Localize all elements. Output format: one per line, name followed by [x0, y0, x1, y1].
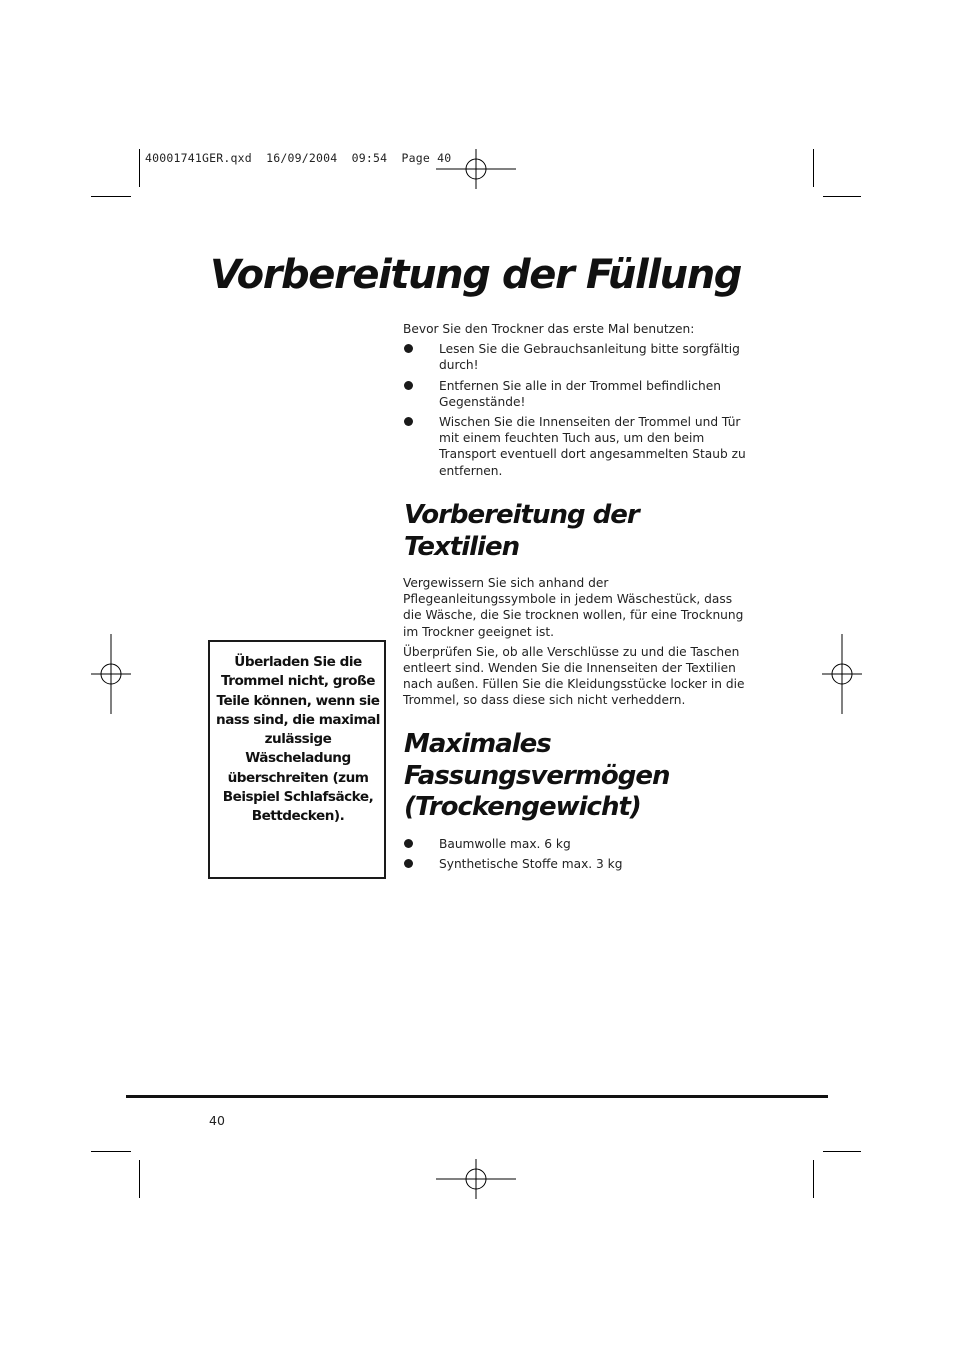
- list-item-text: Entfernen Sie alle in der Trommel befindlichen Gegenstände!: [439, 378, 721, 409]
- list-item: [403, 341, 748, 373]
- bullet-icon: [404, 859, 413, 868]
- capacity-list: [403, 836, 748, 872]
- warning-text: Überladen Sie die Trommel nicht, große Teile können, wenn sie nass sind, die maximal zulässige Wäscheladung überschreiten (zum Beispiel Schlafsäcke, Bettdecken).: [216, 654, 380, 825]
- registration-mark-bottom: [436, 1159, 516, 1199]
- section-heading-textiles: Vorbereitung der Textilien: [404, 500, 639, 562]
- crop-mark: [813, 1160, 814, 1198]
- footer-rule: [126, 1095, 828, 1098]
- page-title: Vorbereitung der Füllung: [210, 252, 742, 298]
- registration-mark-right: [822, 634, 862, 714]
- crop-mark: [823, 1151, 861, 1152]
- list-item: [403, 414, 748, 479]
- list-item: [403, 856, 748, 872]
- bullet-icon: [404, 839, 413, 848]
- intro-lead: Bevor Sie den Trockner das erste Mal benutzen:: [403, 322, 695, 336]
- crop-mark: [139, 1160, 140, 1198]
- crop-mark: [91, 196, 131, 197]
- bullet-icon: [404, 381, 413, 390]
- list-item: [403, 378, 748, 410]
- crop-mark: [91, 1151, 131, 1152]
- list-item: [403, 836, 748, 852]
- print-slug: 40001741GER.qxd 16/09/2004 09:54 Page 40: [145, 151, 452, 165]
- textiles-paragraph: Überprüfen Sie, ob alle Verschlüsse zu und die Taschen entleert sind. Wenden Sie die Innenseiten der Textilien nach außen. Füllen Sie die Kleidungsstücke locker in die Trommel, so dass diese sich nicht verheddern.: [403, 644, 745, 708]
- page-number: 40: [209, 1113, 225, 1128]
- section-heading-capacity: Maximales Fassungsvermögen (Trockengewicht): [404, 729, 670, 822]
- textiles-paragraph: Vergewissern Sie sich anhand der Pflegeanleitungssymbole in jedem Wäschestück, dass die Wäsche, die Sie trocknen wollen, für eine Trocknung im Trockner geeignet ist.: [403, 576, 744, 639]
- intro-section: [403, 321, 748, 479]
- bullet-icon: [404, 417, 413, 426]
- registration-mark-top: [436, 149, 516, 189]
- bullet-icon: [404, 344, 413, 353]
- list-item-text: Wischen Sie die Innenseiten der Trommel und Tür mit einem feuchten Tuch aus, um den beim Transport eventuell dort angesammelten Staub zu entfernen.: [439, 415, 746, 478]
- capacity-section: [403, 832, 748, 872]
- intro-list: [403, 341, 748, 479]
- registration-mark-left: [91, 634, 131, 714]
- crop-mark: [823, 196, 861, 197]
- list-item-text: Baumwolle max. 6 kg: [439, 837, 571, 851]
- crop-mark: [813, 149, 814, 187]
- textiles-section: [403, 575, 748, 709]
- crop-mark: [139, 149, 140, 187]
- list-item-text: Synthetische Stoffe max. 3 kg: [439, 857, 623, 872]
- list-item-text: Lesen Sie die Gebrauchsanleitung bitte sorgfältig durch!: [439, 342, 740, 373]
